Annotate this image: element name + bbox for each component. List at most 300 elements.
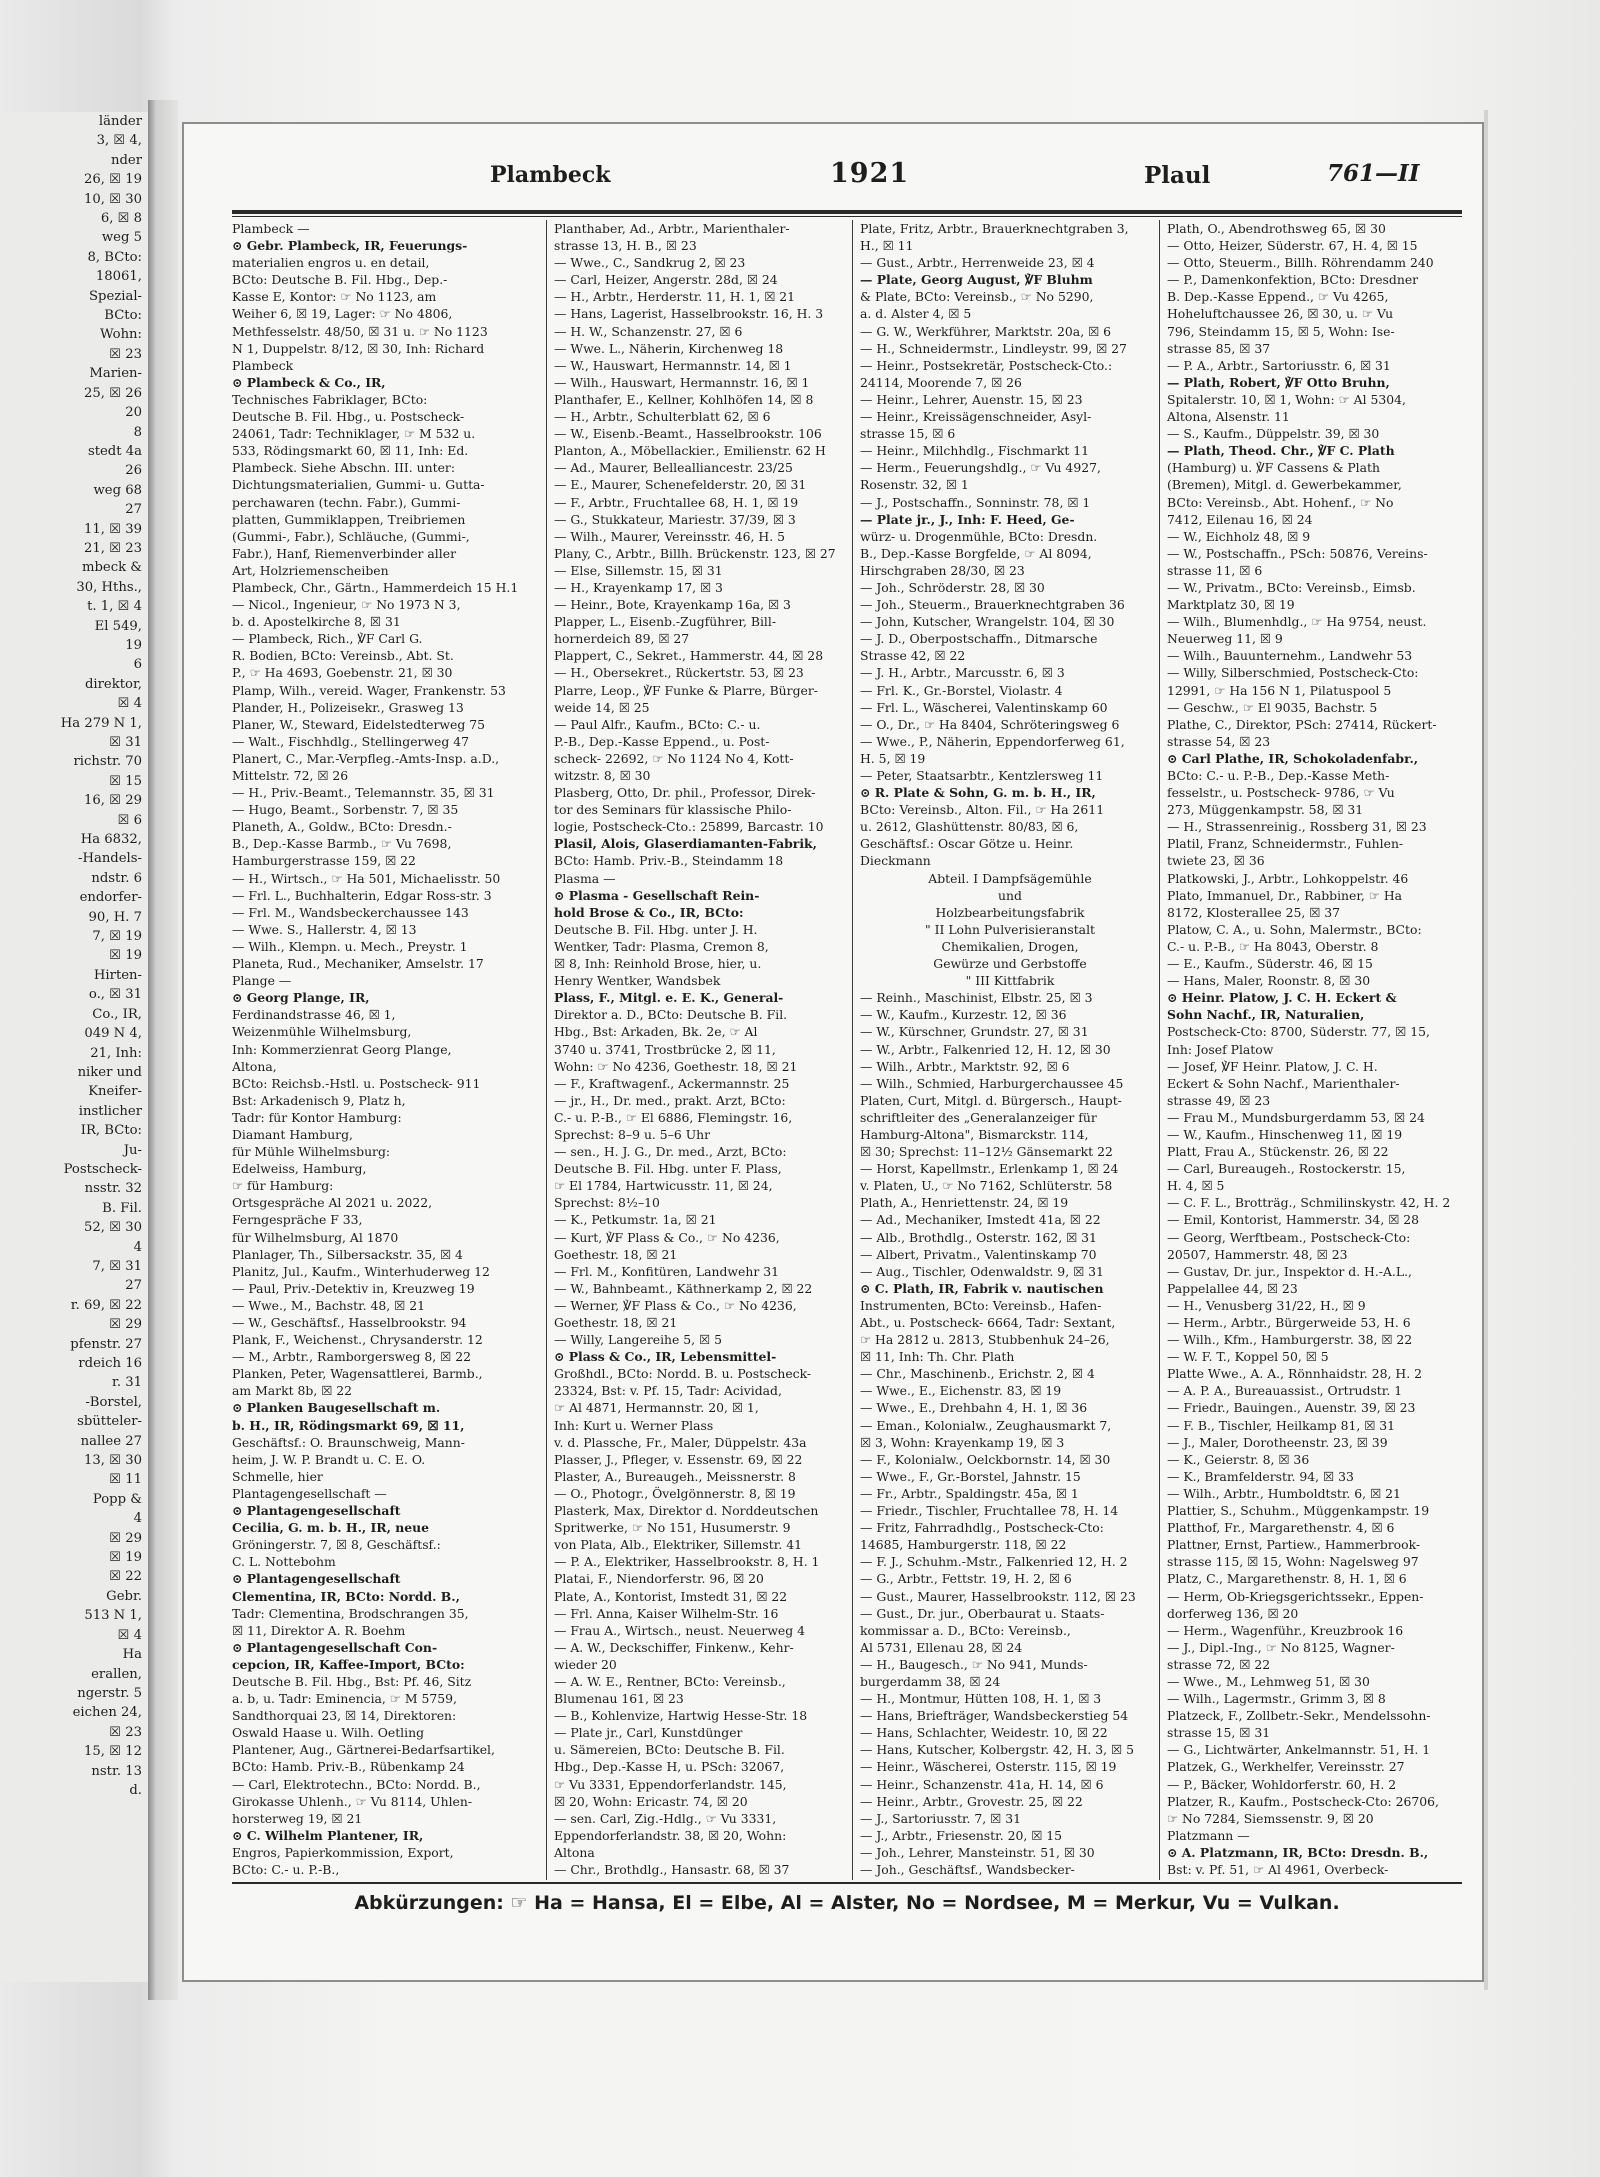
directory-entry-line: BCto: Reichsb.-Hstl. u. Postscheck- 911	[232, 1075, 481, 1091]
directory-entry-line: Plappert, C., Sekret., Hammerstr. 44, ☒ 28	[554, 648, 824, 664]
directory-entry-line: — Wilh., Bauunternehm., Landwehr 53	[1167, 648, 1413, 664]
directory-entry-line: dorferweg 136, ☒ 20	[1167, 1605, 1299, 1621]
directory-entry-line: — Heinr., Kreissägenschneider, Asyl-	[860, 409, 1092, 425]
directory-entry-line: — H., Arbtr., Herderstr. 11, H. 1, ☒ 21	[554, 289, 796, 305]
directory-entry-line: P.-B., Dep.-Kasse Eppend., u. Post-	[554, 733, 770, 749]
directory-entry-line: fesselstr., u. Postscheck- 9786, ☞ Vu	[1167, 785, 1395, 801]
directory-entry-line: — Hugo, Beamt., Sorbenstr. 7, ☒ 35	[232, 802, 459, 818]
directory-entry-line: 8172, Klosterallee 25, ☒ 37	[1167, 904, 1341, 920]
directory-entry-line: Plasser, J., Pfleger, v. Essenstr. 69, ☒ 22	[554, 1451, 803, 1467]
directory-entry-line: Sohn Nachf., IR, Naturalien,	[1167, 1007, 1365, 1023]
page-number: 761—II	[1327, 160, 1420, 187]
page-header	[184, 158, 1482, 202]
directory-entry-line: — Frl. Anna, Kaiser Wilhelm-Str. 16	[554, 1605, 779, 1621]
directory-entry-line: ⊙ Plantagengesellschaft	[232, 1503, 401, 1519]
directory-entry-line: Hbg., Bst: Arkaden, Bk. 2e, ☞ Al	[554, 1024, 758, 1040]
directory-entry-line: Plander, H., Polizeisekr., Grasweg 13	[232, 699, 464, 715]
prev-page-line: mbeck &	[81, 560, 142, 576]
directory-entry-line: — Gust., Arbtr., Herrenweide 23, ☒ 4	[860, 255, 1095, 271]
prev-page-line: BCto:	[104, 308, 142, 324]
directory-entry-line: — Horst, Kapellmstr., Erlenkamp 1, ☒ 24	[860, 1161, 1119, 1177]
directory-entry-line: — H., Krayenkamp 17, ☒ 3	[554, 579, 723, 595]
column-3	[860, 220, 1160, 1880]
directory-entry-line: Strasse 42, ☒ 22	[860, 648, 966, 664]
directory-entry-line: — Heinr., Bote, Krayenkamp 16a, ☒ 3	[554, 597, 791, 613]
directory-entry-line: — J., Dipl.-Ing., ☞ No 8125, Wagner-	[1167, 1639, 1395, 1655]
directory-entry-line: Plambeck	[232, 357, 294, 373]
prev-page-line: Ha 6832,	[80, 832, 142, 848]
prev-page-line: 20	[125, 405, 142, 421]
directory-entry-line: Altona	[554, 1844, 595, 1860]
prev-page-line: 11, ☒ 39	[84, 521, 142, 537]
prev-page-line: 19	[125, 637, 142, 653]
directory-entry-line: materialien engros u. en detail,	[232, 255, 430, 271]
directory-entry-line: Direktor a. D., BCto: Deutsche B. Fil.	[554, 1007, 788, 1023]
directory-entry-line: — Albert, Privatm., Valentinskamp 70	[860, 1246, 1097, 1262]
directory-entry-line: ⊙ R. Plate & Sohn, G. m. b. H., IR,	[860, 785, 1096, 801]
prev-page-line: ☒ 4	[117, 696, 142, 712]
prev-page-line: länder	[98, 114, 142, 129]
directory-entry-line: Fabr.), Hanf, Riemenverbinder aller	[232, 545, 456, 561]
directory-entry-line: Edelweiss, Hamburg,	[232, 1161, 367, 1177]
prev-page-line: ☒ 29	[109, 1530, 142, 1546]
directory-entry-line: — Alb., Brothdlg., Osterstr. 162, ☒ 31	[860, 1229, 1097, 1245]
directory-entry-line: " III Kittfabrik	[965, 973, 1055, 989]
prev-page-line: 13, ☒ 30	[84, 1453, 142, 1469]
directory-entry-line: u. Sämereien, BCto: Deutsche B. Fil.	[554, 1742, 785, 1758]
directory-entry-line: Plantener, Aug., Gärtnerei-Bedarfsartikel,	[232, 1742, 495, 1758]
directory-entry-line: — Plate jr., Carl, Kunstdünger	[554, 1725, 743, 1741]
directory-entry-line: — Frl. M., Konfitüren, Landwehr 31	[554, 1263, 779, 1279]
prev-page-line: ☒ 11	[109, 1472, 142, 1488]
prev-page-line: Wohn:	[99, 327, 142, 343]
directory-entry-line: — J. H., Arbtr., Marcusstr. 6, ☒ 3	[860, 665, 1065, 681]
directory-entry-line: — Wilh., Maurer, Vereinsstr. 46, H. 5	[554, 528, 786, 544]
prev-page-line: direktor,	[84, 676, 142, 692]
prev-page-line: Kneifer-	[88, 1084, 142, 1100]
directory-entry-line: Deutsche B. Fil. Hbg., Bst: Pf. 46, Sitz	[232, 1673, 472, 1689]
directory-entry-line: strasse 115, ☒ 15, Wohn: Nagelsweg 97	[1167, 1554, 1419, 1570]
directory-entry-line: — Frl. M., Wandsbeckerchaussee 143	[232, 904, 469, 920]
directory-entry-line: ⊙ Plass & Co., IR, Lebensmittel-	[554, 1349, 777, 1365]
directory-entry-line: hornerdeich 89, ☒ 27	[554, 631, 690, 647]
directory-entry-line: 24114, Moorende 7, ☒ 26	[860, 374, 1022, 390]
directory-entry-line: — Herm., Arbtr., Bürgerweide 53, H. 6	[1167, 1315, 1411, 1330]
directory-entry-line: — A. P. A., Bureauassist., Ortrudstr. 1	[1167, 1383, 1403, 1399]
prev-page-line: Hirten-	[93, 967, 142, 983]
prev-page-line: 10, ☒ 30	[84, 191, 142, 207]
directory-entry-line: — Heinr., Lehrer, Auenstr. 15, ☒ 23	[860, 391, 1083, 407]
directory-entry-line: logie, Postscheck-Cto.: 25899, Barcastr. 10	[554, 819, 824, 835]
prev-page-line: Popp &	[92, 1491, 142, 1507]
directory-entry-line: witzstr. 8, ☒ 30	[554, 768, 651, 783]
directory-entry-line: Plattner, Ernst, Partiew., Hammerbrook-	[1167, 1537, 1421, 1553]
directory-entry-line: H. 5, ☒ 19	[860, 750, 926, 766]
prev-page-line: 26, ☒ 19	[84, 172, 142, 188]
directory-entry-line: — Hans, Kutscher, Kolbergstr. 42, H. 3, ☒ 5	[860, 1742, 1134, 1758]
directory-entry-line: — Paul, Priv.-Detektiv in, Kreuzweg 19	[232, 1280, 475, 1296]
directory-entry-line: — Wwe., P., Näherin, Eppendorferweg 61,	[860, 733, 1125, 749]
directory-entry-line: — Plath, Robert, ℣F Otto Bruhn,	[1167, 374, 1390, 390]
directory-entry-line: Platt, Frau A., Stückenstr. 26, ☒ 22	[1167, 1144, 1389, 1160]
directory-entry-line: Planer, W., Steward, Eidelstedterweg 75	[232, 716, 485, 732]
directory-entry-line: Dieckmann	[860, 853, 931, 869]
directory-entry-line: Schmelle, hier	[232, 1468, 323, 1484]
directory-entry-line: horsterweg 19, ☒ 21	[232, 1810, 363, 1826]
prev-page-line: Gebr.	[106, 1588, 142, 1604]
directory-entry-line: Plapper, L., Eisenb.-Zugführer, Bill-	[554, 614, 777, 630]
prev-page-line: ☒ 31	[109, 735, 142, 750]
directory-entry-line: & Plate, BCto: Vereinsb., ☞ No 5290,	[860, 289, 1094, 305]
directory-entry-line: wieder 20	[554, 1656, 617, 1672]
directory-entry-line: Plate, Fritz, Arbtr., Brauerknechtgraben 3,	[860, 221, 1129, 236]
prev-page-line: ☒ 23	[109, 346, 142, 362]
prev-page-line: 90, H. 7	[88, 909, 142, 925]
directory-entry-line: Dichtungsmaterialien, Gummi- u. Gutta-	[232, 477, 485, 493]
directory-entry-line: B., Dep.-Kasse Borgfelde, ☞ Al 8094,	[860, 545, 1092, 561]
directory-entry-line: 12991, ☞ Ha 156 N 1, Pilatuspool 5	[1167, 682, 1392, 698]
directory-entry-line: — Herm, Ob-Kriegsgerichtssekr., Eppen-	[1167, 1588, 1424, 1604]
directory-entry-line: ☒ 11, Direktor A. R. Boehm	[232, 1622, 406, 1638]
directory-entry-line: Plattier, S., Schuhm., Müggenkampstr. 19	[1167, 1503, 1430, 1519]
directory-entry-line: — J., Maler, Dorotheenstr. 23, ☒ 39	[1167, 1434, 1388, 1450]
directory-entry-line: hold Brose & Co., IR, BCto:	[554, 904, 744, 920]
directory-entry-line: Spritwerke, ☞ No 151, Husumerstr. 9	[554, 1520, 791, 1536]
directory-entry-line: Plato, Immanuel, Dr., Rabbiner, ☞ Ha	[1167, 887, 1403, 903]
directory-entry-line: — G., Arbtr., Fettstr. 19, H. 2, ☒ 6	[860, 1571, 1072, 1587]
prev-page-line: nsstr. 32	[84, 1181, 142, 1197]
directory-entry-line: — Walt., Fischhdlg., Stellingerweg 47	[232, 733, 470, 749]
prev-page-line: El 549,	[94, 618, 142, 634]
prev-page-line: weg 68	[93, 482, 142, 498]
directory-entry-line: 23324, Bst: v. Pf. 15, Tadr: Acividad,	[554, 1383, 782, 1399]
directory-entry-line: ☒ 3, Wohn: Krayenkamp 19, ☒ 3	[860, 1434, 1065, 1450]
directory-entry-line: — K., Petkumstr. 1a, ☒ 21	[554, 1212, 717, 1228]
directory-entry-line: — Otto, Steuerm., Billh. Röhrendamm 240	[1167, 255, 1434, 271]
prev-page-line: eichen 24,	[72, 1705, 142, 1721]
directory-entry-line: C.- u. P.-B., ☞ El 6886, Flemingstr. 16,	[554, 1109, 793, 1125]
directory-entry-line: BCto: C.- u. P.-B.,	[232, 1862, 340, 1877]
column-1	[232, 220, 532, 1880]
prev-page-line: nallee 27	[80, 1433, 142, 1449]
directory-entry-line: Plasil, Alois, Glaserdiamanten-Fabrik,	[554, 836, 817, 852]
directory-entry-line: — J. D., Oberpostschaffn., Ditmarsche	[860, 631, 1098, 647]
directory-entry-line: — Fritz, Fahrradhdlg., Postscheck-Cto:	[860, 1520, 1104, 1536]
directory-entry-line: — Wwe. S., Hallerstr. 4, ☒ 13	[232, 921, 417, 937]
directory-entry-line: — Kurt, ℣F Plass & Co., ☞ No 4236,	[554, 1229, 780, 1245]
directory-entry-line: ☞ No 7284, Siemssenstr. 9, ☒ 20	[1167, 1810, 1374, 1826]
directory-entry-line: — E., Maurer, Schenefelderstr. 20, ☒ 31	[554, 477, 807, 493]
directory-entry-line: — A. W., Deckschiffer, Finkenw., Kehr-	[554, 1639, 794, 1655]
directory-entry-line: 20507, Hammerstr. 48, ☒ 23	[1167, 1246, 1348, 1262]
directory-entry-line: — Frl. L., Wäscherei, Valentinskamp 60	[860, 699, 1108, 715]
directory-entry-line: " II Lohn Pulverisieranstalt	[924, 921, 1096, 937]
header-rule	[232, 210, 1462, 214]
prev-page-line: rdeich 16	[78, 1356, 142, 1371]
directory-entry-line: ☞ Al 4871, Hermannstr. 20, ☒ 1,	[554, 1400, 759, 1416]
directory-entry-line: Cecilia, G. m. b. H., IR, neue	[232, 1520, 430, 1536]
directory-entry-line: — W., Geschäftsf., Hasselbrookstr. 94	[232, 1315, 467, 1330]
directory-entry-line: — H., Baugesch., ☞ No 941, Munds-	[860, 1656, 1088, 1672]
directory-entry-line: v. d. Plassche, Fr., Maler, Düppelstr. 43a	[554, 1434, 807, 1450]
directory-entry-line: Bst: Arkadenisch 9, Platz h,	[232, 1092, 406, 1108]
directory-entry-line: H. 4, ☒ 5	[1167, 1178, 1225, 1194]
directory-entry-line: — Gust., Maurer, Hasselbrookstr. 112, ☒ 23	[860, 1588, 1136, 1604]
directory-entry-line: Plambeck, Chr., Gärtn., Hammerdeich 15 H.1	[232, 579, 519, 595]
prev-page-line: d.	[129, 1782, 142, 1798]
prev-page-line: r. 69, ☒ 22	[70, 1297, 142, 1313]
directory-entry-line: ☞ für Hamburg:	[232, 1178, 334, 1194]
directory-entry-line: Planeth, A., Goldw., BCto: Dresdn.-	[232, 819, 452, 835]
prev-page-line: Ha	[122, 1647, 142, 1663]
directory-entry-line: — Plate, Georg August, ℣F Bluhm	[860, 272, 1093, 288]
directory-entry-line: Plantagengesellschaft —	[232, 1485, 387, 1501]
directory-entry-line: Eckert & Sohn Nachf., Marienthaler-	[1167, 1075, 1400, 1091]
directory-entry-line: — F., Kolonialw., Oelckbornstr. 14, ☒ 30	[860, 1451, 1111, 1467]
directory-entry-line: — G., Stukkateur, Mariestr. 37/39, ☒ 3	[554, 511, 796, 527]
directory-entry-line: strasse 72, ☒ 22	[1167, 1656, 1271, 1672]
directory-entry-line: Plank, F., Weichenst., Chrysanderstr. 12	[232, 1332, 483, 1348]
directory-entry-line: Plamp, Wilh., vereid. Wager, Frankenstr. 53	[232, 682, 506, 698]
directory-entry-line: Goethestr. 18, ☒ 21	[554, 1315, 678, 1330]
prev-page-line: 18061,	[95, 269, 142, 285]
directory-entry-line: 273, Müggenkampstr. 58, ☒ 31	[1167, 802, 1364, 818]
prev-page-line: 25, ☒ 26	[84, 385, 142, 401]
prev-page-line: Spezial-	[89, 288, 142, 304]
directory-entry-line: — Wilh., Arbtr., Humboldtstr. 6, ☒ 21	[1167, 1485, 1401, 1501]
header-year: 1921	[830, 158, 910, 189]
directory-entry-line: Plambeck —	[232, 221, 310, 236]
directory-entry-line: Platzeck, F., Zollbetr.-Sekr., Mendelssohn-	[1167, 1708, 1431, 1724]
prev-page-line: 52, ☒ 30	[84, 1220, 142, 1236]
directory-entry-line: Planlager, Th., Silbersackstr. 35, ☒ 4	[232, 1246, 463, 1262]
directory-entry-line: Platai, F., Niendorferstr. 96, ☒ 20	[554, 1571, 764, 1587]
directory-entry-line: — Else, Sillemstr. 15, ☒ 31	[554, 562, 723, 578]
directory-entry-line: ⊙ Plasma - Gesellschaft Rein-	[554, 887, 760, 903]
directory-entry-line: ☞ Ha 2812 u. 2813, Stubbenhuk 24–26,	[860, 1332, 1110, 1348]
directory-entry-line: — H., Arbtr., Schulterblatt 62, ☒ 6	[554, 409, 771, 425]
directory-entry-line: Platen, Curt, Mitgl. d. Bürgersch., Haupt-	[860, 1092, 1122, 1108]
prev-page-line: ☒ 23	[109, 1724, 142, 1740]
directory-entry-line: Instrumenten, BCto: Vereinsb., Hafen-	[860, 1297, 1102, 1313]
directory-entry-line: Clementina, IR, BCto: Nordd. B.,	[232, 1588, 460, 1604]
directory-entry-line: ⊙ Plambeck & Co., IR,	[232, 374, 386, 390]
prev-page-line: 21, ☒ 23	[84, 540, 142, 556]
directory-entry-line: — Joh., Lehrer, Mansteinstr. 51, ☒ 30	[860, 1844, 1095, 1860]
directory-entry-line: Altona, Alsenstr. 11	[1167, 409, 1290, 425]
directory-entry-line: R. Bodien, BCto: Vereinsb., Abt. St.	[232, 648, 454, 664]
directory-entry-line: strasse 54, ☒ 23	[1167, 733, 1271, 749]
directory-entry-line: — Frau M., Mundsburgerdamm 53, ☒ 24	[1167, 1109, 1425, 1125]
directory-entry-line: — Wwe., E., Drehbahn 4, H. 1, ☒ 36	[860, 1400, 1088, 1416]
prev-page-line: 16, ☒ 29	[84, 793, 142, 809]
directory-entry-line: Technisches Fabriklager, BCto:	[232, 391, 428, 407]
directory-entry-line: a. b, u. Tadr: Eminencia, ☞ M 5759,	[232, 1691, 457, 1707]
directory-entry-line: — Friedr., Bauingen., Auenstr. 39, ☒ 23	[1167, 1400, 1416, 1416]
directory-entry-line: — A. W. E., Rentner, BCto: Vereinsb.,	[554, 1673, 786, 1689]
directory-entry-line: (Hamburg) u. ℣F Cassens & Plath	[1167, 460, 1380, 476]
directory-entry-line: ☒ 30; Sprechst: 11–12½ Gänsemarkt 22	[860, 1144, 1113, 1160]
directory-entry-line: Hamburg-Altona", Bismarckstr. 114,	[860, 1126, 1089, 1142]
directory-entry-line: — Frl. L., Buchhalterin, Edgar Ross-str. 3	[232, 887, 492, 903]
directory-entry-line: — Willy, Langereihe 5, ☒ 5	[554, 1332, 722, 1348]
prev-page-line: ☒ 22	[109, 1569, 142, 1585]
directory-entry-line: — Wilh., Schmied, Harburgerchaussee 45	[860, 1075, 1124, 1091]
prev-page-line: 049 N 4,	[84, 1026, 142, 1042]
directory-entry-line: ⊙ Carl Plathe, IR, Schokoladenfabr.,	[1167, 750, 1419, 766]
prev-page-line: Co., IR,	[92, 1006, 142, 1022]
prev-page-line: 26	[125, 463, 142, 479]
directory-entry-line: b. d. Apostelkirche 8, ☒ 31	[232, 614, 401, 630]
directory-entry-line: ⊙ Gebr. Plambeck, IR, Feuerungs-	[232, 238, 468, 254]
directory-entry-line: strasse 13, H. B., ☒ 23	[554, 238, 697, 254]
directory-entry-line: am Markt 8b, ☒ 22	[232, 1383, 353, 1399]
directory-entry-line: Pappelallee 44, ☒ 23	[1167, 1280, 1298, 1296]
directory-entry-line: Geschäftsf.: Oscar Götze u. Heinr.	[860, 836, 1074, 852]
directory-entry-line: Plate, A., Kontorist, Imstedt 31, ☒ 22	[554, 1588, 788, 1604]
directory-entry-line: Weizenmühle Wilhelmsburg,	[232, 1024, 412, 1040]
directory-entry-line: Sprechst: 8½–10	[554, 1195, 660, 1211]
directory-entry-line: — Gustav, Dr. jur., Inspektor d. H.-A.L.,	[1167, 1263, 1412, 1279]
directory-entry-line: ☒ 20, Wohn: Ericastr. 74, ☒ 20	[554, 1793, 748, 1809]
prev-page-line: 4	[133, 1511, 142, 1527]
directory-entry-line: Gewürze und Gerbstoffe	[933, 956, 1087, 972]
header-last-entry: Plaul	[1144, 162, 1211, 189]
directory-entry-line: N 1, Duppelstr. 8/12, ☒ 30, Inh: Richard	[232, 340, 485, 356]
directory-entry-line: — Ad., Mechaniker, Imstedt 41a, ☒ 22	[860, 1212, 1101, 1228]
directory-entry-line: Mittelstr. 72, ☒ 26	[232, 768, 349, 783]
directory-entry-line: — O., Dr., ☞ Ha 8404, Schröteringsweg 6	[860, 716, 1120, 732]
prev-page-line: nder	[110, 152, 142, 168]
directory-entry-line: — W., Privatm., BCto: Vereinsb., Eimsb.	[1167, 579, 1416, 595]
directory-entry-line: — Joh., Steuerm., Brauerknechtgraben 36	[860, 597, 1125, 613]
directory-entry-line: Goethestr. 18, ☒ 21	[554, 1246, 678, 1262]
directory-entry-line: — Heinr., Schanzenstr. 41a, H. 14, ☒ 6	[860, 1776, 1104, 1792]
directory-entry-line	[554, 1878, 854, 1880]
prev-page-line: -Borstel,	[85, 1394, 142, 1410]
directory-entry-line: Platzer, R., Kaufm., Postscheck-Cto: 26706,	[1167, 1793, 1439, 1809]
header-rule-thin	[232, 216, 1462, 217]
prev-page-line: erallen,	[91, 1666, 142, 1682]
directory-entry-line: — P. A., Arbtr., Sartoriusstr. 6, ☒ 31	[1167, 357, 1391, 373]
prev-page-line: Ha 279 N 1,	[60, 715, 142, 731]
directory-entry-line: — Heinr., Arbtr., Grovestr. 25, ☒ 22	[860, 1793, 1083, 1809]
directory-entry-line: — Hans, Briefträger, Wandsbeckerstieg 54	[860, 1708, 1129, 1724]
directory-entry-line: — G., Lichtwärter, Ankelmannstr. 51, H. 1	[1167, 1742, 1431, 1758]
prev-page-line: 15, ☒ 12	[84, 1744, 142, 1760]
prev-page-line: 6	[133, 657, 142, 673]
directory-entry-line: Gröningerstr. 7, ☒ 8, Geschäftsf.:	[232, 1537, 441, 1553]
prev-page-line: 7, ☒ 19	[92, 929, 142, 945]
directory-entry-line: Neuerweg 11, ☒ 9	[1167, 631, 1283, 647]
directory-entry-line: scheck- 22692, ☞ No 1124 No 4, Kott-	[554, 750, 794, 766]
directory-entry-line: — Chr., Brothdlg., Hansastr. 68, ☒ 37	[554, 1862, 790, 1877]
directory-entry-line: — Otto, Heizer, Süderstr. 67, H. 4, ☒ 15	[1167, 238, 1418, 254]
directory-entry-line: Oswald Haase u. Wilh. Oetling	[232, 1725, 425, 1741]
directory-entry-line: Holzbearbeitungsfabrik	[935, 904, 1085, 920]
directory-entry-line: ☞ Vu 3331, Eppendorferlandstr. 145,	[554, 1776, 787, 1792]
directory-entry-line: — Carl, Heizer, Angerstr. 28d, ☒ 24	[554, 272, 778, 288]
directory-entry-line: strasse 15, ☒ 6	[860, 426, 956, 442]
prev-page-line: Ju-	[123, 1142, 142, 1158]
prev-page-line: 513 N 1,	[84, 1608, 142, 1624]
directory-entry-line: — W., Kaufm., Kurzestr. 12, ☒ 36	[860, 1007, 1067, 1023]
directory-entry-line: Planitz, Jul., Kaufm., Winterhuderweg 12	[232, 1263, 490, 1279]
directory-entry-line: Planken, Peter, Wagensattlerei, Barmb.,	[232, 1366, 483, 1382]
directory-entry-line: — H., Obersekret., Rückertstr. 53, ☒ 23	[554, 665, 804, 681]
prev-page-line: 8	[133, 424, 142, 440]
directory-entry-line: — sen., H. J. G., Dr. med., Arzt, BCto:	[554, 1144, 787, 1160]
directory-entry-line: ⊙ Georg Plange, IR,	[232, 990, 370, 1006]
directory-entry-line: Sandthorquai 23, ☒ 14, Direktoren:	[232, 1708, 457, 1724]
directory-entry-line: — Aug., Tischler, Odenwaldstr. 9, ☒ 31	[860, 1263, 1104, 1279]
directory-entry-line: — W., Postschaffn., PSch: 50876, Vereins-	[1167, 545, 1428, 561]
directory-entry-line: — Georg, Werftbeam., Postscheck-Cto:	[1167, 1229, 1411, 1245]
directory-entry-line: weide 14, ☒ 25	[554, 699, 650, 715]
directory-entry-line: und	[998, 887, 1022, 903]
directory-entry-line: — Plambeck, Rich., ℣F Carl G.	[232, 631, 423, 647]
directory-entry-line: — Willy, Silberschmied, Postscheck-Cto:	[1167, 665, 1419, 681]
directory-entry-line: — Wilh., Lagermstr., Grimm 3, ☒ 8	[1167, 1691, 1386, 1707]
prev-page-line: t. 1, ☒ 4	[87, 599, 142, 615]
directory-entry-line: — K., Geierstr. 8, ☒ 36	[1167, 1451, 1310, 1467]
directory-entry-line: — Friedr., Tischler, Fruchtallee 78, H. 14	[860, 1503, 1119, 1519]
column-2	[554, 220, 854, 1880]
directory-entry-line: Wohn: ☞ No 4236, Goethestr. 18, ☒ 21	[554, 1058, 798, 1074]
directory-entry-line: Plasma —	[554, 870, 616, 886]
prev-page-line: niker und	[77, 1064, 142, 1080]
directory-entry-line: ⊙ Plantagengesellschaft	[232, 1571, 401, 1587]
directory-entry-line: Abt., u. Postscheck- 6664, Tadr: Sextant,	[860, 1315, 1116, 1330]
directory-entry-line: — Plate jr., J., Inh: F. Heed, Ge-	[860, 511, 1075, 527]
directory-entry-line: — H., Venusberg 31/22, H., ☒ 9	[1167, 1297, 1366, 1313]
directory-entry-line: Henry Wentker, Wandsbek	[554, 973, 721, 989]
directory-entry-line: — Wwe., C., Sandkrug 2, ☒ 23	[554, 255, 746, 271]
header-first-entry: Plambeck	[490, 162, 611, 188]
directory-entry-line: Platkowski, J., Arbtr., Lohkoppelstr. 46	[1167, 870, 1409, 886]
prev-page-line: sbütteler-	[77, 1414, 142, 1430]
directory-entry-line: Deutsche B. Fil. Hbg. unter J. H.	[554, 921, 758, 937]
directory-entry-line: Deutsche B. Fil. Hbg., u. Postscheck-	[232, 409, 465, 425]
directory-entry-line: — H., Schneidermstr., Lindleystr. 99, ☒ 27	[860, 340, 1127, 356]
prev-page-line: ☒ 15	[109, 773, 142, 789]
directory-entry-line: twiete 23, ☒ 36	[1167, 853, 1265, 869]
directory-entry-line: Platil, Franz, Schneidermstr., Fuhlen-	[1167, 836, 1404, 852]
directory-entry-line: Marktplatz 30, ☒ 19	[1167, 597, 1295, 613]
directory-entry-line: — P., Bäcker, Wohldorferstr. 60, H. 2	[1167, 1776, 1397, 1792]
column-divider	[1159, 220, 1160, 1880]
directory-entry-line: strasse 49, ☒ 23	[1167, 1092, 1271, 1108]
directory-entry-line: ⊙ C. Wilhelm Plantener, IR,	[232, 1827, 424, 1843]
directory-entry-line: (Bremen), Mitgl. d. Gewerbekammer,	[1167, 477, 1402, 493]
directory-entry-line: — John, Kutscher, Wrangelstr. 104, ☒ 30	[860, 614, 1115, 630]
directory-entry-line: — F. B., Tischler, Heilkamp 81, ☒ 31	[1167, 1417, 1396, 1433]
directory-entry-line: B., Dep.-Kasse Barmb., ☞ Vu 7698,	[232, 836, 452, 852]
directory-entry-line: ☒ 11, Inh: Th. Chr. Plath	[860, 1349, 1015, 1365]
directory-entry-line: Tadr: für Kontor Hamburg:	[232, 1109, 402, 1125]
directory-entry-line: Altona,	[232, 1058, 277, 1074]
directory-entry-line: — Wilh., Blumenhdlg., ☞ Ha 9754, neust.	[1167, 614, 1427, 630]
prev-page-line: endorfer-	[79, 890, 142, 906]
directory-entry-line: BCto: Vereinsb., Abt. Hohenf., ☞ No	[1167, 494, 1394, 510]
directory-entry-line: Plasberg, Otto, Dr. phil., Professor, Direk-	[554, 785, 816, 801]
directory-entry-line: — O., Photogr., Övelgönnerstr. 8, ☒ 19	[554, 1485, 796, 1501]
directory-entry-line: — W., Bahnbeamt., Käthnerkamp 2, ☒ 22	[554, 1280, 813, 1296]
prev-page-line: ☒ 4	[117, 1627, 142, 1643]
directory-entry-line: Plany, C., Arbtr., Billh. Brückenstr. 123, ☒ 27	[554, 545, 836, 561]
directory-entry-line: — Wilh., Arbtr., Marktstr. 92, ☒ 6	[860, 1058, 1070, 1074]
directory-entry-line: Planthafer, E., Kellner, Kohlhöfen 14, ☒ 8	[554, 391, 814, 407]
